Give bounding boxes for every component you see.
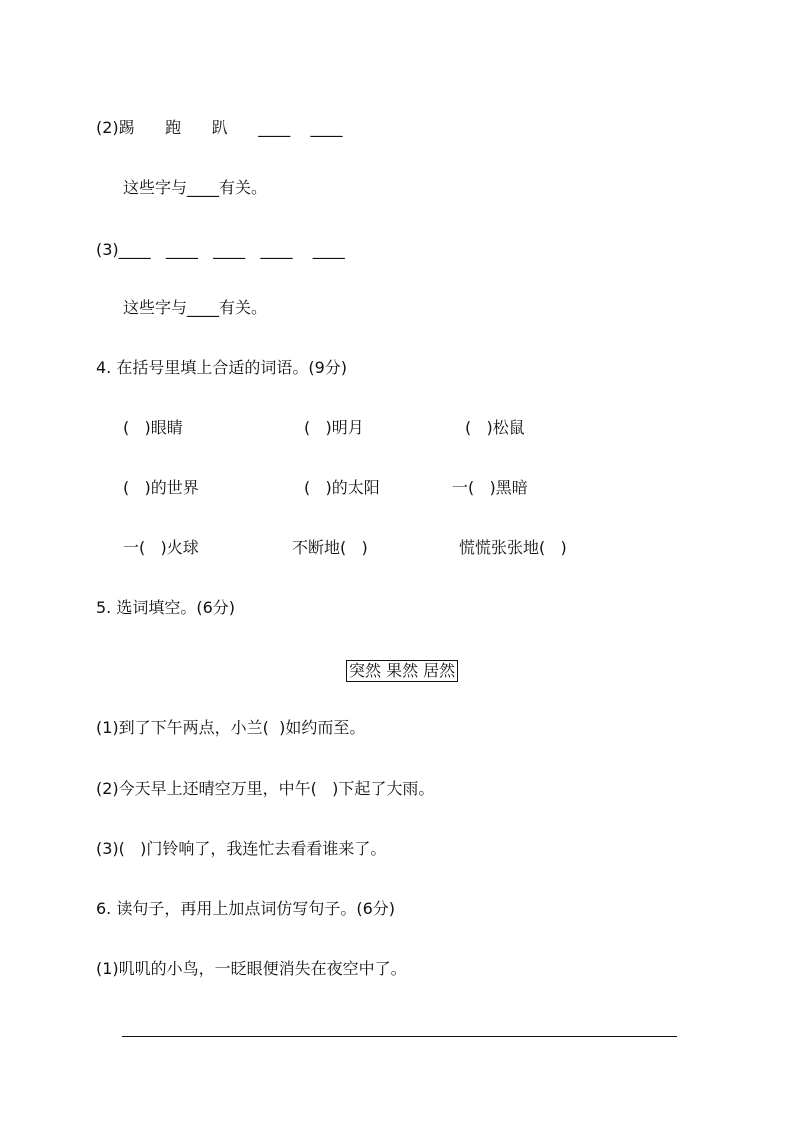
q5-item-2: (2)今天早上还晴空万里，中午( )下起了大雨。 xyxy=(96,779,435,798)
q3-row-2-note: 这些字与____有关。 xyxy=(123,178,268,197)
q5-item-1: (1)到了下午两点，小兰( )如约而至。 xyxy=(96,718,366,737)
q5-word-box: 突然 果然 居然 xyxy=(346,660,458,682)
q4-row-2-item-1: ( )的世界 xyxy=(123,478,199,497)
q4-row-3-item-2: 不断地( ) xyxy=(292,538,368,557)
q4-row-1-item-3: ( )松鼠 xyxy=(465,418,525,437)
q5-item-3: (3)( )门铃响了，我连忙去看看谁来了。 xyxy=(96,839,387,858)
q5-title: 5. 选词填空。(6分) xyxy=(96,598,236,617)
q4-title: 4. 在括号里填上合适的词语。(9分) xyxy=(96,358,348,377)
q3-row-3: (3)____ ____ ____ ____ ____ xyxy=(96,240,345,259)
q4-row-3-item-3: 慌慌张张地( ) xyxy=(459,538,567,557)
q4-row-1-item-2: ( )明月 xyxy=(304,418,364,437)
q4-row-2-item-3: 一( )黑暗 xyxy=(452,478,528,497)
q4-row-3-item-1: 一( )火球 xyxy=(123,538,199,557)
q6-answer-line[interactable] xyxy=(122,1036,677,1037)
q4-row-2-item-2: ( )的太阳 xyxy=(304,478,380,497)
q3-row-3-note: 这些字与____有关。 xyxy=(123,298,268,317)
q4-row-1-item-1: ( )眼睛 xyxy=(123,418,183,437)
q6-item-1: (1)叽叽的小鸟，一眨眼便消失在夜空中了。 xyxy=(96,959,407,978)
q3-row-2: (2)踢 跑 趴 ____ ____ xyxy=(96,118,343,137)
q6-title: 6. 读句子，再用上加点词仿写句子。(6分) xyxy=(96,899,396,918)
